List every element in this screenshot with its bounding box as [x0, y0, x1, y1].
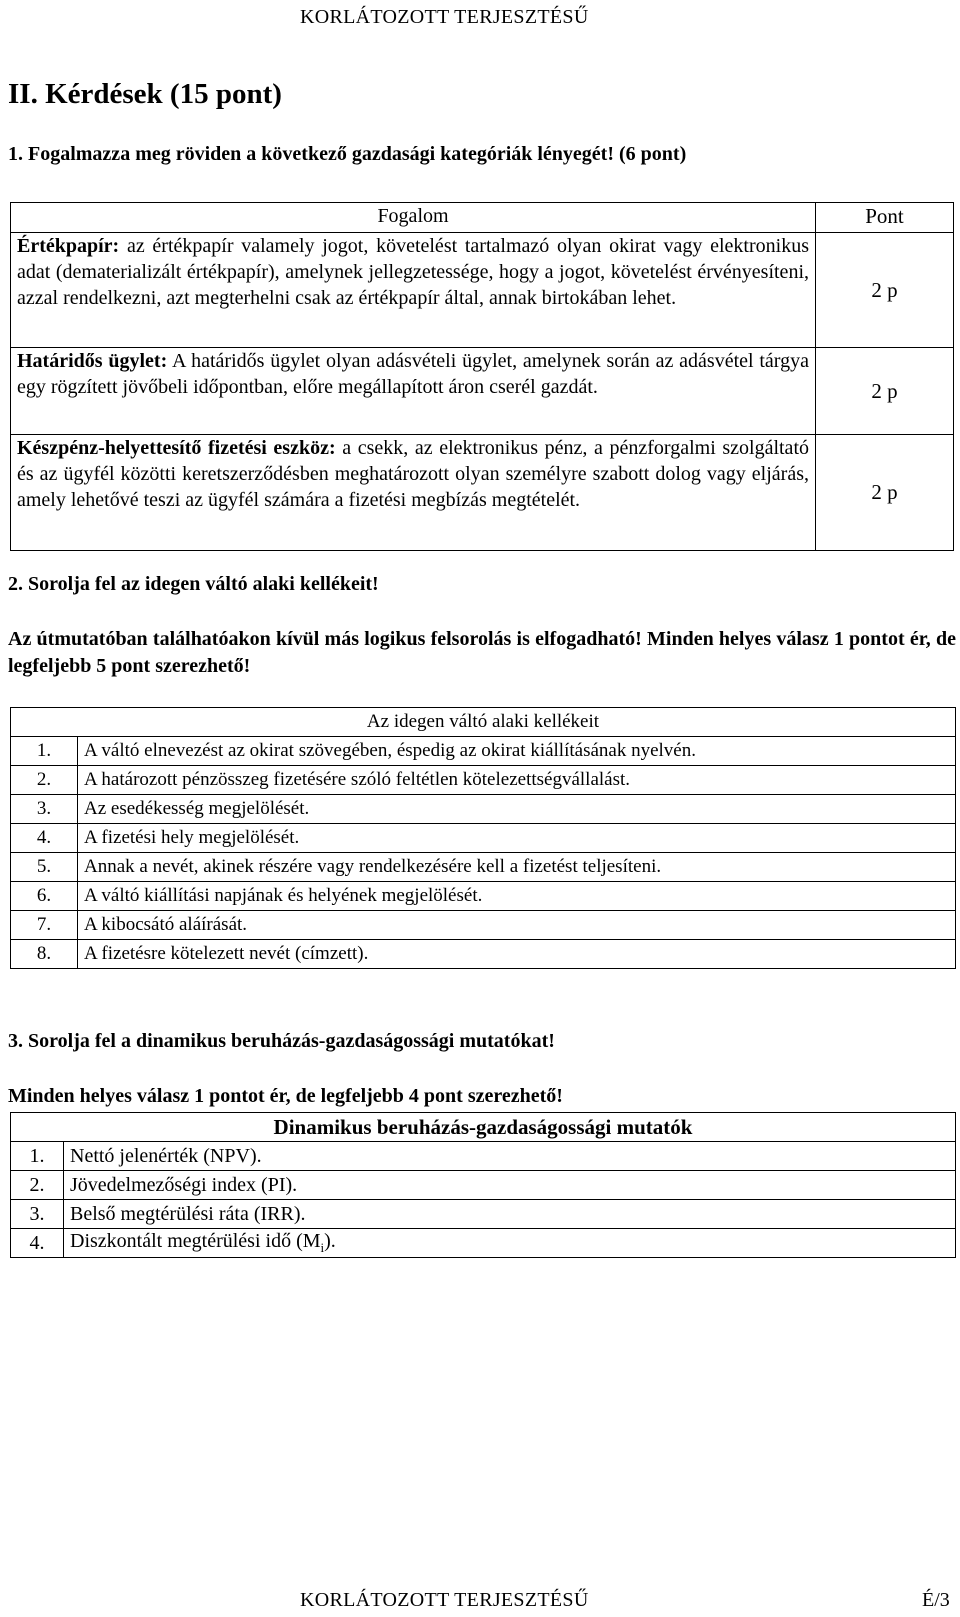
term: Készpénz-helyettesítő fizetési eszköz:: [17, 436, 336, 459]
table-row: [11, 434, 954, 550]
definition: az értékpapír valamely jogot, követelést tartalmazó olyan okirat vagy elektronikus adat (dematerializált értékpapír), amelynek jellegzetessége, hogy a jogot, követelést érvényesíteni, azzal rendelkezni, azt megterhelni csak az értékpapír által, annak birtokában lehet.: [17, 234, 809, 309]
table-row: [11, 824, 956, 853]
term: Határidős ügylet:: [17, 349, 168, 372]
row-text: Annak a nevét, akinek részére vagy rendelkezésére kell a fizetést teljesíteni.: [78, 853, 956, 882]
row-number: 7.: [11, 911, 78, 940]
row-text: A váltó elnevezést az okirat szövegében, éspedig az okirat kiállításának nyelvén.: [78, 737, 956, 766]
question-2-note: Az útmutatóban találhatóakon kívül más logikus felsorolás is elfogadható! Minden helyes válasz 1 pontot ér, de legfeljebb 5 pont szerezhető!: [8, 628, 956, 677]
table-row: [11, 1142, 956, 1171]
page-number: É/3: [922, 1589, 950, 1611]
table-row: [11, 1200, 956, 1229]
row-text: Belső megtérülési ráta (IRR).: [64, 1200, 956, 1229]
points-cell: 2 p: [816, 232, 954, 347]
row-number: 6.: [11, 882, 78, 911]
row-number: 4.: [11, 1229, 64, 1258]
row-number: 3.: [11, 1200, 64, 1229]
table-row: [11, 232, 954, 347]
row-text: A határozott pénzösszeg fizetésére szóló feltétlen kötelezettségvállalást.: [78, 766, 956, 795]
definition: a csekk, az elektronikus pénz, a pénzforgalmi szolgáltató és az ügyfél közötti keretszerződésben meghatározott olyan személyre szabott dolog vagy eljárás, amely lehetővé teszi az ügyfél számára a fizetési megbízás megtételét.: [17, 436, 809, 511]
definition-cell: [11, 434, 816, 550]
table-row: [11, 737, 956, 766]
page-footer: KORLÁTOZOTT TERJESZTÉSŰ: [300, 1589, 589, 1611]
definition-cell: [11, 232, 816, 347]
table-header-row: [11, 708, 956, 737]
table-row: [11, 1229, 956, 1258]
row-text: A fizetésre kötelezett nevét (címzett).: [78, 940, 956, 969]
row-number: 8.: [11, 940, 78, 969]
concept-column-header: Fogalom: [11, 203, 816, 233]
bill-requirements-table: [10, 707, 956, 969]
question-1: 1. Fogalmazza meg röviden a következő gazdasági kategóriák lényegét! (6 pont): [8, 143, 687, 165]
table-row: [11, 347, 954, 434]
table-row: [11, 882, 956, 911]
table-row: [11, 766, 956, 795]
row-text: A kibocsátó aláírását.: [78, 911, 956, 940]
row-text-container: [64, 1229, 956, 1258]
term: Értékpapír:: [17, 234, 120, 257]
section-title: II. Kérdések (15 pont): [8, 78, 282, 110]
row-text: A fizetési hely megjelölését.: [78, 824, 956, 853]
points-cell: 2 p: [816, 347, 954, 434]
row-text-suffix: ).: [324, 1230, 336, 1252]
row-number: 1.: [11, 737, 78, 766]
definition: A határidős ügylet olyan adásvételi ügylet, amelynek során az adásvétel tárgya egy rögzített jövőbeli időpontban, előre megállapított áron cserél gazdát.: [17, 349, 809, 398]
table-row: [11, 795, 956, 824]
row-number: 2.: [11, 766, 78, 795]
subscript: i: [320, 1240, 325, 1255]
question-2: 2. Sorolja fel az idegen váltó alaki kellékeit!: [8, 573, 379, 595]
page-header: KORLÁTOZOTT TERJESZTÉSŰ: [300, 6, 589, 28]
row-text: Nettó jelenérték (NPV).: [64, 1142, 956, 1171]
table-header: Dinamikus beruházás-gazdaságossági mutatók: [11, 1113, 956, 1142]
table-row: [11, 940, 956, 969]
row-text: Diszkontált megtérülési idő (M: [70, 1230, 321, 1252]
row-text: A váltó kiállítási napjának és helyének megjelölését.: [78, 882, 956, 911]
row-number: 4.: [11, 824, 78, 853]
row-number: 5.: [11, 853, 78, 882]
question-3: 3. Sorolja fel a dinamikus beruházás-gazdaságossági mutatókat!: [8, 1030, 555, 1052]
points-cell: 2 p: [816, 434, 954, 550]
table-row: [11, 853, 956, 882]
row-number: 1.: [11, 1142, 64, 1171]
definition-cell: [11, 347, 816, 434]
table-header: Az idegen váltó alaki kellékeit: [11, 708, 956, 737]
table-header-row: [11, 203, 954, 233]
question-3-note: Minden helyes válasz 1 pontot ér, de legfeljebb 4 pont szerezhető!: [8, 1085, 563, 1107]
table-row: [11, 1171, 956, 1200]
investment-indicators-table: [10, 1112, 956, 1258]
row-number: 2.: [11, 1171, 64, 1200]
concepts-table: [10, 202, 954, 551]
table-header-row: [11, 1113, 956, 1142]
points-column-header: Pont: [816, 203, 954, 233]
table-row: [11, 911, 956, 940]
row-text: Jövedelmezőségi index (PI).: [64, 1171, 956, 1200]
row-number: 3.: [11, 795, 78, 824]
row-text: Az esedékesség megjelölését.: [78, 795, 956, 824]
